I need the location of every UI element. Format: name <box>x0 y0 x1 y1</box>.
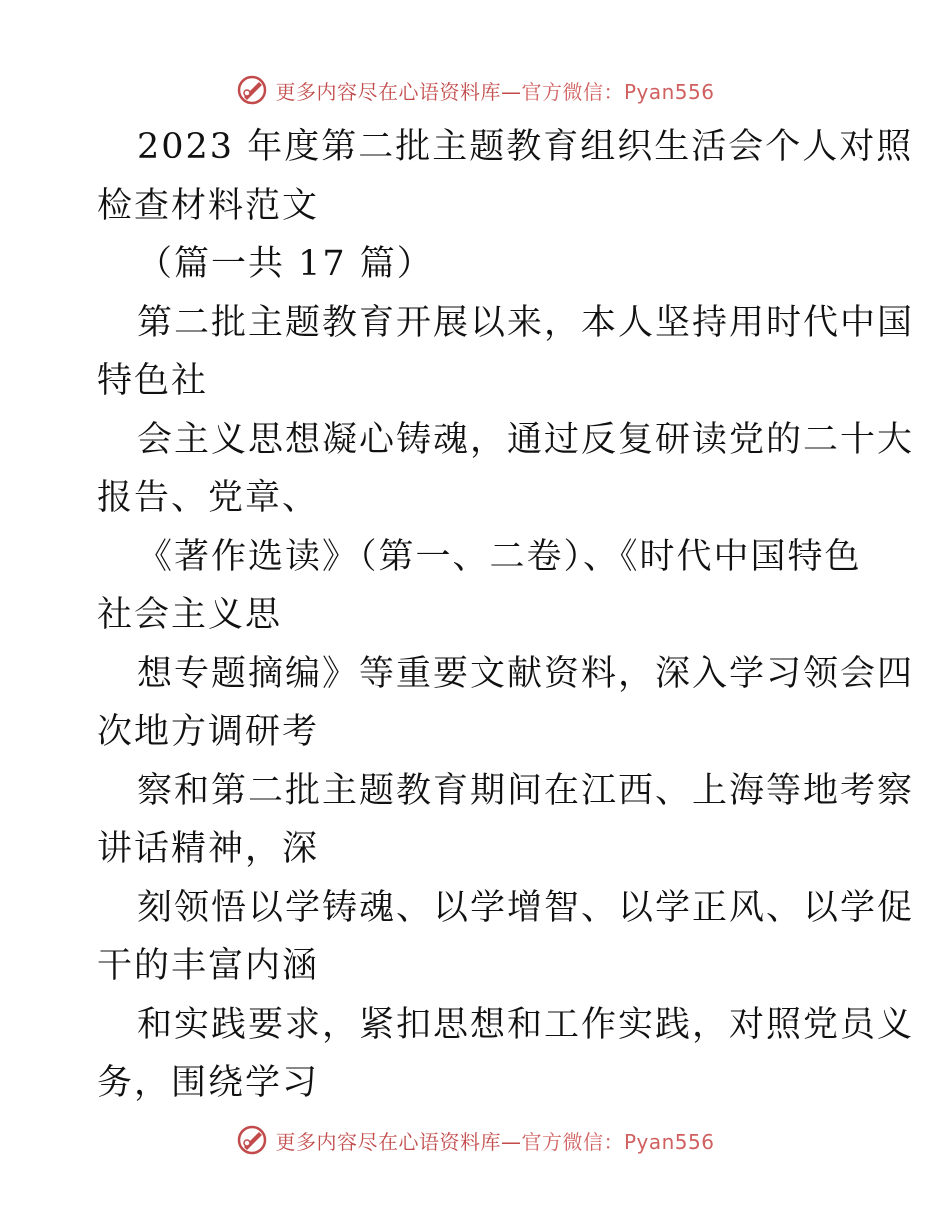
doc-line: 特色社 <box>97 361 209 401</box>
doc-line: 报告、党章、 <box>97 478 320 518</box>
doc-line: 《著作选读》（第一、二卷）、《时代中国特色 <box>137 536 862 577</box>
doc-line: 第二批主题教育开展以来，本人坚持用时代中国 <box>137 302 915 343</box>
doc-line: 2023 年度第二批主题教育组织生活会个人对照 <box>137 127 914 167</box>
document-body <box>97 118 915 1113</box>
header-banner <box>0 70 950 110</box>
doc-line: 讲话精神，深 <box>97 829 320 869</box>
banner-wechat: 官方微信：Pyan556 <box>521 1129 715 1154</box>
logo-icon <box>235 1123 269 1157</box>
banner-site: 更多内容尽在心语资料库— <box>275 79 522 104</box>
banner-site: 更多内容尽在心语资料库— <box>275 1129 522 1154</box>
doc-line: 务，围绕学习 <box>97 1063 320 1103</box>
doc-line: 社会主义思 <box>97 595 283 635</box>
banner-text <box>275 76 714 105</box>
doc-line: 想专题摘编》等重要文献资料，深入学习领会四 <box>137 653 915 694</box>
banner-text <box>275 1126 714 1155</box>
footer-banner <box>0 1120 950 1160</box>
doc-line: 检查材料范文 <box>97 185 320 226</box>
logo-icon <box>235 73 269 107</box>
doc-line: （篇一共 17 篇） <box>137 244 434 284</box>
doc-line: 干的丰富内涵 <box>97 946 320 986</box>
doc-line: 刻领悟以学铸魂、以学增智、以学正风、以学促 <box>137 887 915 928</box>
doc-line: 察和第二批主题教育期间在江西、上海等地考察 <box>137 770 915 811</box>
doc-line: 次地方调研考 <box>97 712 320 752</box>
doc-line: 和实践要求，紧扣思想和工作实践，对照党员义 <box>137 1004 915 1045</box>
banner-wechat: 官方微信：Pyan556 <box>521 79 715 104</box>
doc-line: 会主义思想凝心铸魂，通过反复研读党的二十大 <box>137 419 915 460</box>
